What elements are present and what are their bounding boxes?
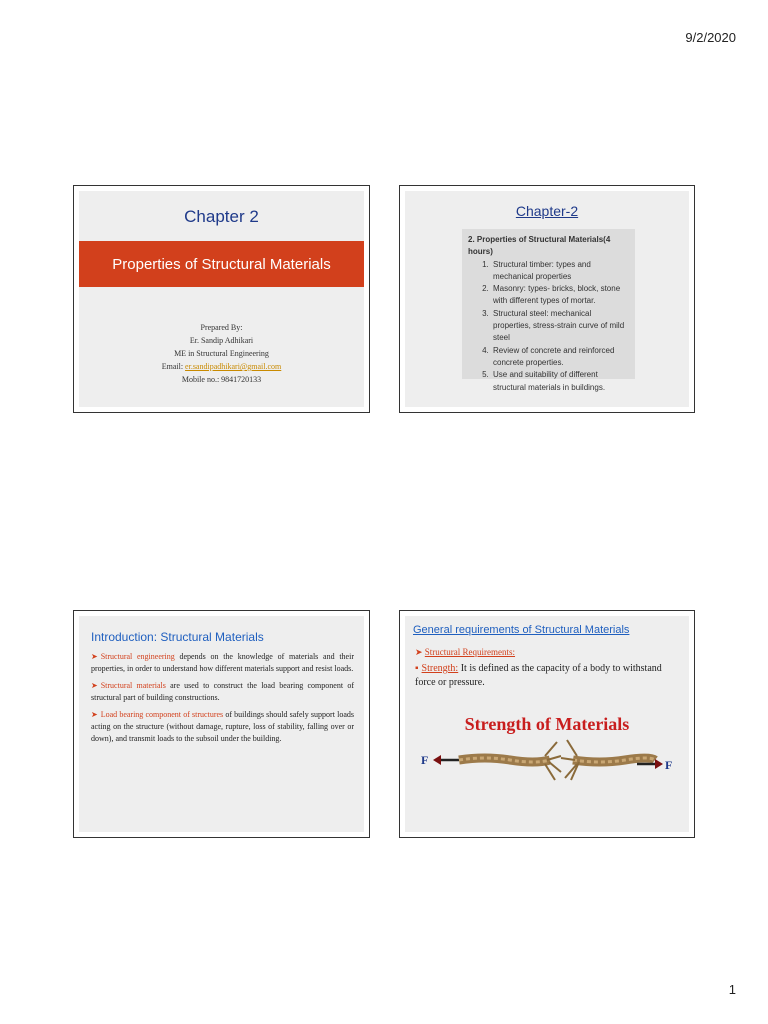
strength-text: It is defined as the capacity of a body to withstand force or pressure. (415, 663, 662, 688)
author-block (79, 321, 364, 386)
arrow-bullet-icon: ➤ (91, 681, 98, 690)
email-link[interactable]: er.sandipadhikari@gmail.com (185, 362, 282, 371)
page-date: 9/2/2020 (685, 30, 736, 45)
slide-background (405, 616, 689, 832)
prepared-by: Prepared By: (200, 323, 243, 332)
syllabus-item: 2. Masonry: types- bricks, block, stone with different types of mortar. (491, 283, 629, 308)
intro-term: Load bearing component of structures (100, 710, 224, 719)
syllabus-title: Chapter-2 (515, 203, 579, 219)
intro-paragraph (91, 680, 354, 704)
slide-4-requirements (399, 610, 695, 838)
syllabus-box (462, 229, 635, 392)
chapter-title: Chapter 2 (184, 207, 259, 226)
subtitle-band (79, 241, 364, 287)
author-degree: ME in Structural Engineering (174, 349, 269, 358)
slide-background (79, 616, 364, 832)
syllabus-item: 4. Review of concrete and reinforced concrete properties. (491, 345, 629, 370)
strength-definition (415, 662, 681, 690)
page-number: 1 (728, 982, 736, 997)
force-right-label: F (665, 758, 673, 772)
slide-background (405, 191, 689, 407)
syllabus-item: 1. Structural timber: types and mechanical properties (491, 259, 629, 284)
requirements-title: General requirements of Structural Materials (413, 624, 630, 636)
slide-background (79, 191, 364, 407)
intro-term: Structural materials (100, 681, 166, 690)
intro-text: depends on the knowledge of materials and their properties, in order to understand how different materials support and resist loads. (91, 652, 354, 673)
author-name: Er. Sandip Adhikari (189, 336, 254, 345)
strength-label: Strength: (421, 663, 459, 674)
intro-paragraph (91, 651, 354, 675)
syllabus-list (468, 259, 629, 394)
syllabus-item: 3. Structural steel: mechanical properties, stress-strain curve of mild steel (491, 308, 629, 345)
email-label: Email: (161, 362, 186, 371)
rope-tension-illustration (415, 736, 683, 806)
intro-text: of buildings should safely support loads acting on the structure (without damage, rupture, loss of stability, falling over or down), and transmit loads to the subsoil under the building. (91, 710, 354, 743)
strength-image-title: Strength of Materials (464, 714, 630, 734)
intro-body (91, 651, 354, 750)
slide-1-title (73, 185, 370, 413)
force-left-label: F (421, 753, 429, 767)
intro-term: Structural engineering (100, 652, 175, 661)
slide-2-syllabus (399, 185, 695, 413)
chapter-subtitle: Properties of Structural Materials (112, 255, 331, 273)
requirement-line (415, 647, 515, 658)
intro-title: Introduction: Structural Materials (91, 630, 264, 644)
syllabus-heading: 2. Properties of Structural Materials(4 hours) (468, 235, 611, 257)
requirement-label: Structural Requirements: (424, 647, 516, 657)
arrowhead-right-icon (655, 759, 663, 769)
rope-right (573, 758, 655, 762)
author-email-line (79, 360, 364, 373)
intro-paragraph (91, 709, 354, 745)
square-bullet-icon: ▪ (415, 663, 419, 674)
arrow-bullet-icon: ➤ (91, 652, 98, 661)
author-mobile: Mobile no.: 9841720133 (181, 375, 262, 384)
arrowhead-left-icon (433, 755, 441, 765)
syllabus-item: 5. Use and suitability of different structural materials in buildings. (491, 369, 629, 394)
slide-3-introduction (73, 610, 370, 838)
arrow-bullet-icon: ➤ (415, 647, 425, 657)
intro-text: are used to construct the load bearing component of structural part of building constructions. (91, 681, 354, 702)
arrow-bullet-icon: ➤ (91, 710, 98, 719)
